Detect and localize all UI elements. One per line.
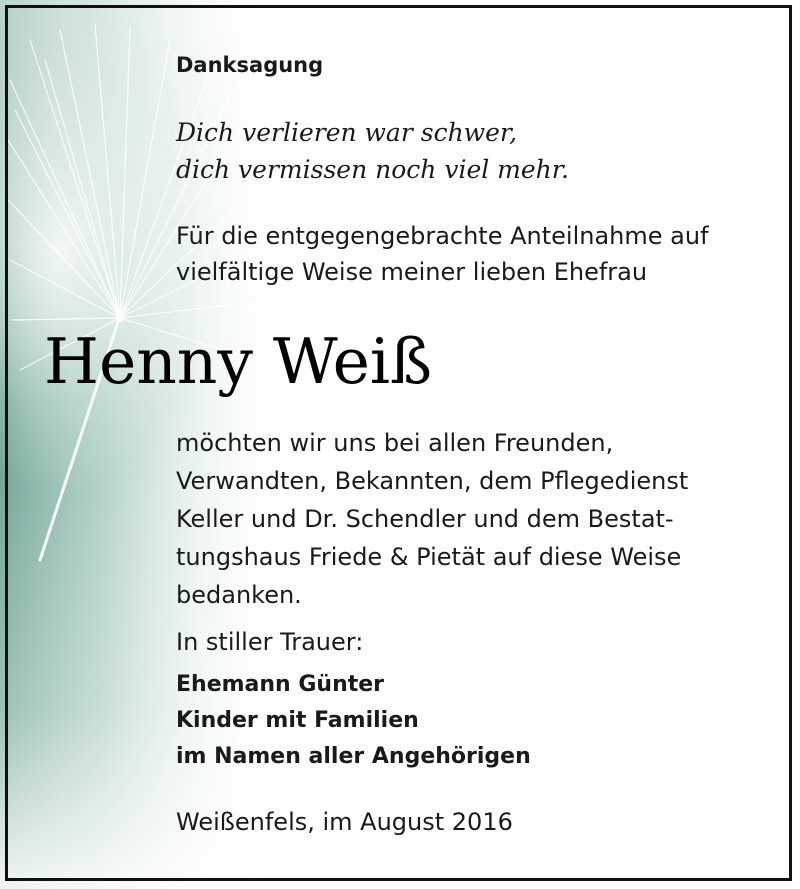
intro-text <box>176 218 709 290</box>
verse-line: Dich verlieren war schwer, <box>176 118 518 147</box>
mourner-line: Ehemann Günter <box>176 672 385 697</box>
verse-line: dich vermissen noch viel mehr. <box>176 155 569 184</box>
thanks-text <box>176 424 688 614</box>
place-date: Weißenfels, im August 2016 <box>176 808 513 836</box>
verse <box>176 114 569 188</box>
intro-line: vielfältige Weise meiner lieben Ehefrau <box>176 258 648 286</box>
body-line: Keller und Dr. Schendler und dem Bestat- <box>176 505 674 533</box>
mourner-line: Kinder mit Familien <box>176 708 419 733</box>
mourners-list <box>176 667 531 775</box>
heading: Danksagung <box>176 53 324 77</box>
body-line: möchten wir uns bei allen Freunden, <box>176 429 614 457</box>
body-line: bedanken. <box>176 581 302 609</box>
body-line: tungshaus Friede & Pietät auf diese Weise <box>176 543 682 571</box>
intro-line: Für die entgegengebrachte Anteilnahme auf <box>176 222 709 250</box>
mourner-line: im Namen aller Angehörigen <box>176 744 531 769</box>
mourning-intro: In stiller Trauer: <box>176 628 364 656</box>
body-line: Verwandten, Bekannten, dem Pflegedienst <box>176 467 689 495</box>
deceased-name: Henny Weiß <box>44 325 433 398</box>
